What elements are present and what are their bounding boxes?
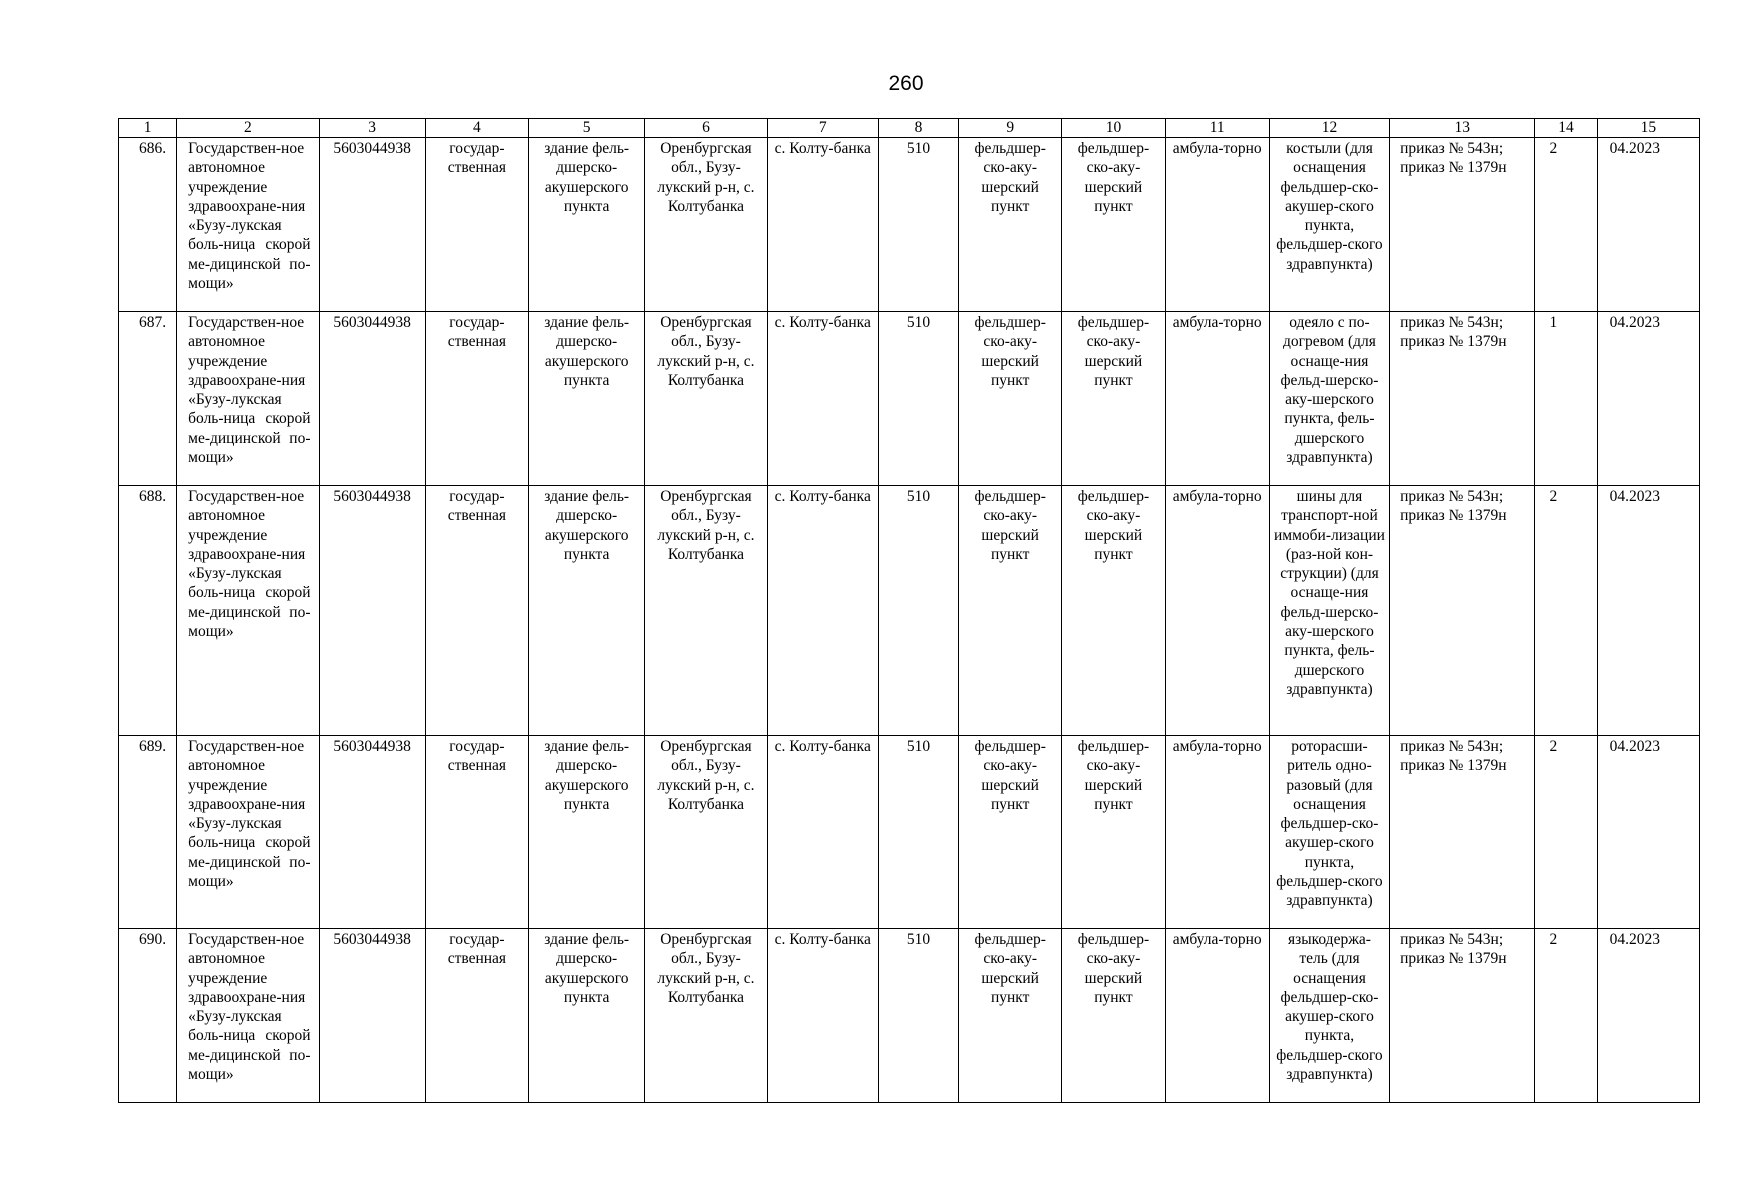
date-cell: 04.2023 xyxy=(1597,929,1699,1103)
column-header: 1 xyxy=(119,119,177,138)
building-cell: здание фель-дшерско-акушерского пункта xyxy=(529,486,645,736)
column-header: 3 xyxy=(319,119,425,138)
address-cell: Оренбургская обл., Бузу-лукский р-н, с. Колтубанка xyxy=(645,929,767,1103)
order-cell: приказ № 543н; приказ № 1379н xyxy=(1390,312,1535,486)
building-cell: здание фель-дшерско-акушерского пункта xyxy=(529,929,645,1103)
organization-name: Государствен-ное автономное учреждение здравоохране-ния «Бузу-лукская боль-ница скорой ме-дицинской по-мощи» xyxy=(177,736,319,929)
table-row xyxy=(119,138,1700,312)
inn-cell: 5603044938 xyxy=(319,929,425,1103)
order-cell: приказ № 543н; приказ № 1379н xyxy=(1390,138,1535,312)
row-number: 687. xyxy=(119,312,177,486)
address-cell: Оренбургская обл., Бузу-лукский р-н, с. Колтубанка xyxy=(645,736,767,929)
unit-type-cell: фельдшер-ско-аку-шерский пункт xyxy=(959,138,1062,312)
code-cell: 510 xyxy=(878,929,958,1103)
column-header: 5 xyxy=(529,119,645,138)
page-number: 260 xyxy=(888,72,924,95)
equipment-item-cell: шины для транспорт-ной иммоби-лизации (раз-ной кон-струкции) (для оснаще-ния фельд-шерско-аку-шерского пункта, фель-дшерского здравпункта) xyxy=(1269,486,1389,736)
equipment-item-cell: костыли (для оснащения фельдшер-ско-акушер-ского пункта, фельдшер-ского здравпункта) xyxy=(1269,138,1389,312)
column-header: 4 xyxy=(425,119,528,138)
organization-name: Государствен-ное автономное учреждение здравоохране-ния «Бузу-лукская боль-ница скорой ме-дицинской по-мощи» xyxy=(177,486,319,736)
registry-table xyxy=(118,118,1700,1103)
quantity-cell: 2 xyxy=(1535,929,1597,1103)
organization-name: Государствен-ное автономное учреждение здравоохране-ния «Бузу-лукская боль-ница скорой ме-дицинской по-мощи» xyxy=(177,312,319,486)
code-cell: 510 xyxy=(878,736,958,929)
inn-cell: 5603044938 xyxy=(319,486,425,736)
address-cell: Оренбургская обл., Бузу-лукский р-н, с. Колтубанка xyxy=(645,486,767,736)
column-header: 9 xyxy=(959,119,1062,138)
code-cell: 510 xyxy=(878,312,958,486)
equipment-item-cell: роторасши-ритель одно-разовый (для оснащения фельдшер-ско-акушер-ского пункта, фельдшер-ского здравпункта) xyxy=(1269,736,1389,929)
building-cell: здание фель-дшерско-акушерского пункта xyxy=(529,312,645,486)
quantity-cell: 1 xyxy=(1535,312,1597,486)
building-cell: здание фель-дшерско-акушерского пункта xyxy=(529,736,645,929)
column-header: 15 xyxy=(1597,119,1699,138)
unit-type-cell: фельдшер-ско-аку-шерский пункт xyxy=(959,929,1062,1103)
organization-name: Государствен-ное автономное учреждение здравоохране-ния «Бузу-лукская боль-ница скорой ме-дицинской по-мощи» xyxy=(177,138,319,312)
ownership-cell: государ-ственная xyxy=(425,736,528,929)
building-cell: здание фель-дшерско-акушерского пункта xyxy=(529,138,645,312)
order-cell: приказ № 543н; приказ № 1379н xyxy=(1390,929,1535,1103)
code-cell: 510 xyxy=(878,138,958,312)
date-cell: 04.2023 xyxy=(1597,486,1699,736)
ownership-cell: государ-ственная xyxy=(425,486,528,736)
table-row xyxy=(119,736,1700,929)
order-cell: приказ № 543н; приказ № 1379н xyxy=(1390,736,1535,929)
ownership-cell: государ-ственная xyxy=(425,138,528,312)
unit-type-cell: фельдшер-ско-аку-шерский пункт xyxy=(959,736,1062,929)
order-cell: приказ № 543н; приказ № 1379н xyxy=(1390,486,1535,736)
locality-cell: с. Колту-банка xyxy=(767,312,878,486)
inn-cell: 5603044938 xyxy=(319,736,425,929)
date-cell: 04.2023 xyxy=(1597,312,1699,486)
column-header: 7 xyxy=(767,119,878,138)
column-header: 14 xyxy=(1535,119,1597,138)
table-row xyxy=(119,486,1700,736)
column-header: 11 xyxy=(1165,119,1269,138)
date-cell: 04.2023 xyxy=(1597,736,1699,929)
unit-cell: фельдшер-ско-аку-шерский пункт xyxy=(1062,929,1165,1103)
row-number: 686. xyxy=(119,138,177,312)
table-row xyxy=(119,929,1700,1103)
locality-cell: с. Колту-банка xyxy=(767,486,878,736)
row-number: 689. xyxy=(119,736,177,929)
table-row xyxy=(119,312,1700,486)
ownership-cell: государ-ственная xyxy=(425,929,528,1103)
organization-name: Государствен-ное автономное учреждение здравоохране-ния «Бузу-лукская боль-ница скорой ме-дицинской по-мощи» xyxy=(177,929,319,1103)
date-cell: 04.2023 xyxy=(1597,138,1699,312)
quantity-cell: 2 xyxy=(1535,138,1597,312)
address-cell: Оренбургская обл., Бузу-лукский р-н, с. Колтубанка xyxy=(645,312,767,486)
unit-type-cell: фельдшер-ско-аку-шерский пункт xyxy=(959,486,1062,736)
unit-cell: фельдшер-ско-аку-шерский пункт xyxy=(1062,736,1165,929)
column-header: 12 xyxy=(1269,119,1389,138)
column-header: 10 xyxy=(1062,119,1165,138)
column-header: 13 xyxy=(1390,119,1535,138)
row-number: 690. xyxy=(119,929,177,1103)
address-cell: Оренбургская обл., Бузу-лукский р-н, с. Колтубанка xyxy=(645,138,767,312)
quantity-cell: 2 xyxy=(1535,736,1597,929)
row-number: 688. xyxy=(119,486,177,736)
inn-cell: 5603044938 xyxy=(319,138,425,312)
ownership-cell: государ-ственная xyxy=(425,312,528,486)
quantity-cell: 2 xyxy=(1535,486,1597,736)
locality-cell: с. Колту-банка xyxy=(767,736,878,929)
unit-cell: фельдшер-ско-аку-шерский пункт xyxy=(1062,486,1165,736)
column-header: 2 xyxy=(177,119,319,138)
column-header: 6 xyxy=(645,119,767,138)
care-type-cell: амбула-торно xyxy=(1165,929,1269,1103)
column-header: 8 xyxy=(878,119,958,138)
code-cell: 510 xyxy=(878,486,958,736)
equipment-item-cell: одеяло с по-догревом (для оснаще-ния фельд-шерско-аку-шерского пункта, фель-дшерского здравпункта) xyxy=(1269,312,1389,486)
care-type-cell: амбула-торно xyxy=(1165,138,1269,312)
care-type-cell: амбула-торно xyxy=(1165,486,1269,736)
unit-cell: фельдшер-ско-аку-шерский пункт xyxy=(1062,138,1165,312)
care-type-cell: амбула-торно xyxy=(1165,312,1269,486)
locality-cell: с. Колту-банка xyxy=(767,929,878,1103)
column-number-row xyxy=(119,119,1700,138)
equipment-item-cell: языкодержа-тель (для оснащения фельдшер-ско-акушер-ского пункта, фельдшер-ского здравпункта) xyxy=(1269,929,1389,1103)
unit-type-cell: фельдшер-ско-аку-шерский пункт xyxy=(959,312,1062,486)
inn-cell: 5603044938 xyxy=(319,312,425,486)
locality-cell: с. Колту-банка xyxy=(767,138,878,312)
care-type-cell: амбула-торно xyxy=(1165,736,1269,929)
unit-cell: фельдшер-ско-аку-шерский пункт xyxy=(1062,312,1165,486)
